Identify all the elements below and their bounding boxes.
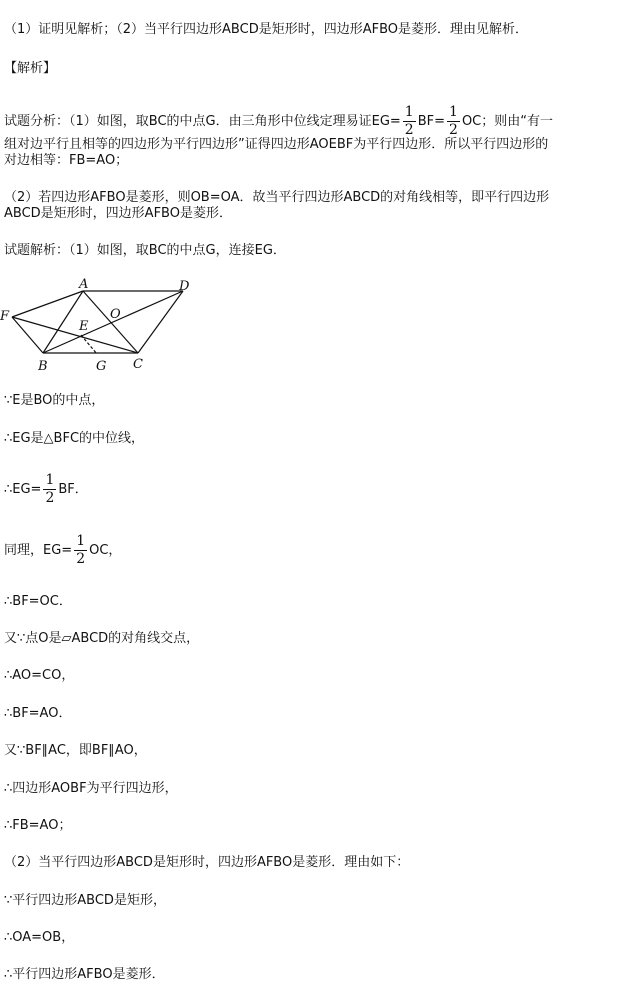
analysis-line-2: 组对边平行且相等的四边形为平行四边形”证得四边形AOEBF为平行四边形．所以平行四边形的 — [4, 137, 549, 152]
analysis-line-3: 对边相等：FB=AO； — [4, 153, 129, 168]
fraction — [43, 472, 56, 507]
step: ∴OA=OB， — [4, 930, 75, 945]
fraction — [447, 104, 460, 139]
step: ∴EG是△BFC的中位线， — [4, 431, 145, 446]
parallelogram-figure — [0, 275, 200, 375]
step: ∴BF=AO． — [4, 706, 72, 721]
fraction-denominator: 2 — [404, 122, 414, 138]
step: ∵E是BO的中点， — [4, 393, 105, 408]
step: ∴平行四边形AFBO是菱形． — [4, 967, 165, 982]
fraction-numerator: 1 — [45, 472, 55, 488]
analysis-line-1 — [4, 102, 553, 142]
diagonal-bd — [43, 291, 183, 353]
label-e: E — [79, 319, 89, 334]
step-text: ∴EG= — [4, 482, 42, 497]
fraction-numerator: 1 — [76, 533, 86, 549]
edge-dc — [138, 291, 183, 353]
fraction-numerator: 1 — [404, 104, 414, 120]
analysis-line-4: （2）若四边形AFBO是菱形，则OB=OA．故当平行四边形ABCD的对角线相等，即平行四边形 — [4, 190, 550, 205]
fraction — [74, 533, 87, 568]
step-text: 同理，EG= — [4, 543, 73, 558]
step-text: OC， — [89, 543, 122, 558]
solution-intro: 试题解析：（1）如图，取BC的中点G，连接EG． — [4, 243, 286, 258]
answer-line: （1）证明见解析；（2）当平行四边形ABCD是矩形时，四边形AFBO是菱形．理由见解析． — [4, 22, 529, 37]
step-fraction-1 — [4, 470, 88, 510]
label-d: D — [179, 279, 190, 294]
analysis-text: OC；则由“有一 — [461, 114, 553, 129]
label-o: O — [110, 307, 121, 322]
diagonal-ac — [83, 291, 138, 353]
step: ∴FB=AO； — [4, 818, 72, 833]
segment-fb — [12, 317, 43, 353]
step: 又∵点O是▱ABCD的对角线交点， — [4, 631, 200, 646]
step: ∴四边形AOBF为平行四边形， — [4, 781, 178, 796]
label-f: F — [0, 309, 10, 324]
segment-fa — [12, 291, 83, 317]
fraction-denominator: 2 — [449, 122, 458, 138]
step: ∵平行四边形ABCD是矩形， — [4, 893, 166, 908]
fraction — [403, 104, 416, 139]
label-g: G — [96, 359, 107, 374]
step: （2）当平行四边形ABCD是矩形时，四边形AFBO是菱形．理由如下： — [4, 855, 410, 870]
segment-fc — [12, 317, 138, 353]
label-a: A — [79, 277, 89, 292]
step-text: BF． — [58, 482, 88, 497]
step: ∴BF=OC． — [4, 594, 72, 609]
label-c: C — [133, 357, 143, 372]
analysis-text: 试题分析：（1）如图，取BC的中点G．由三角形中位线定理易证EG= — [4, 114, 401, 129]
analysis-heading: 【解析】 — [4, 61, 57, 76]
fraction-denominator: 2 — [45, 490, 55, 506]
label-b: B — [38, 359, 48, 374]
analysis-text: BF= — [417, 114, 446, 129]
fraction-numerator: 1 — [449, 104, 458, 120]
analysis-line-5: ABCD是矩形时，四边形AFBO是菱形． — [4, 206, 232, 221]
step: 又∵BF∥AC，即BF∥AO， — [4, 743, 147, 758]
step-fraction-2 — [4, 531, 121, 571]
step: ∴AO=CO， — [4, 668, 75, 683]
fraction-denominator: 2 — [76, 551, 86, 567]
